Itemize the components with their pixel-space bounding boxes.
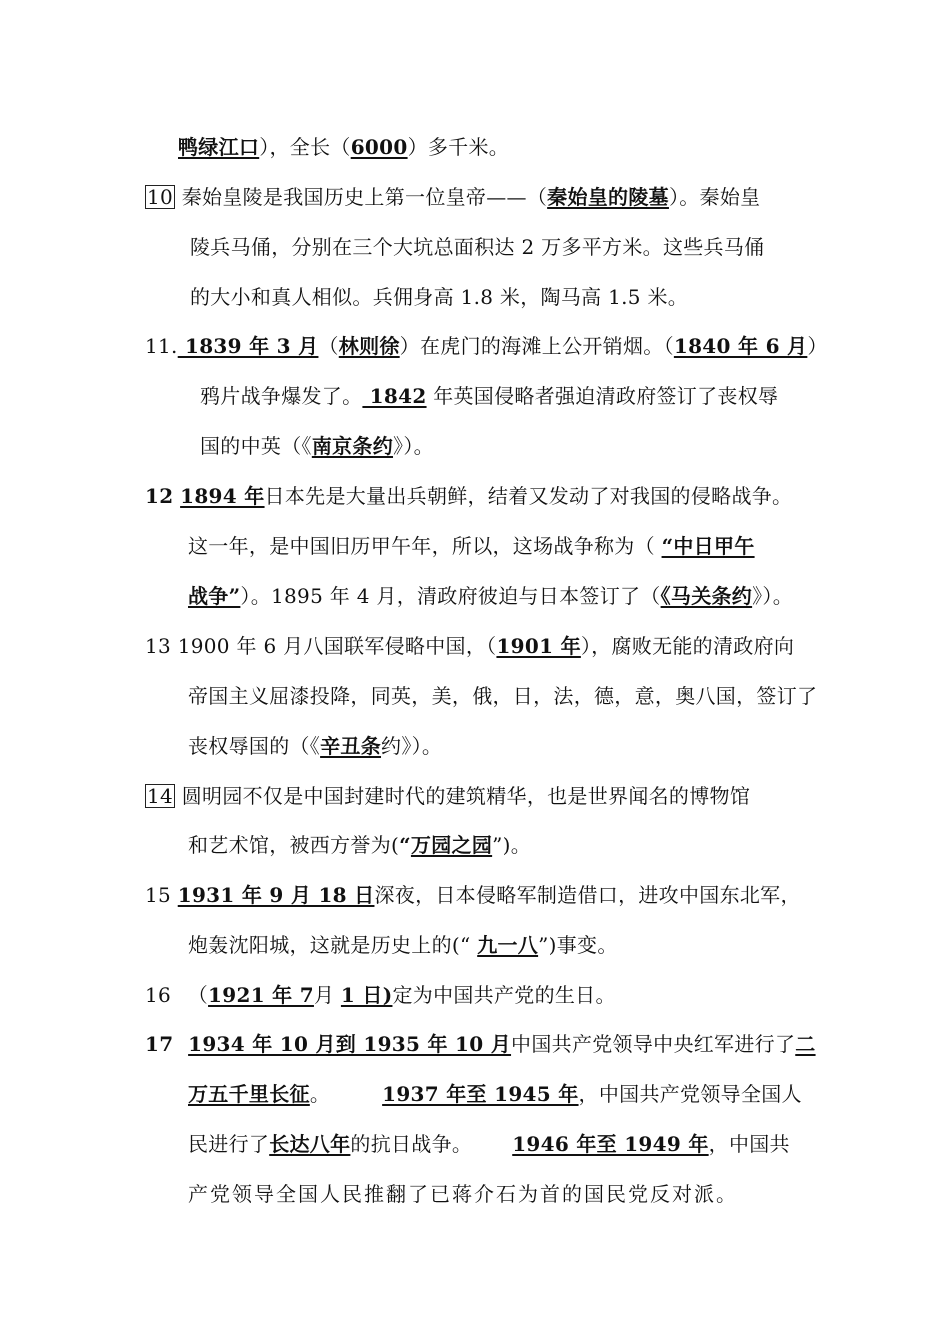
answer-blank: 九一八 xyxy=(477,933,539,957)
answer-blank: 1946 年至 1949 年 xyxy=(512,1132,709,1156)
answer-blank: 二 xyxy=(795,1032,816,1056)
answer-blank: 1921 年 7 xyxy=(208,983,314,1007)
answer-blank: 1 日) xyxy=(340,983,393,1007)
item-11-line-2: 鸦片战争爆发了。 1842 年英国侵略者强迫清政府签订了丧权辱 xyxy=(200,384,779,408)
item-12-line-1: 12 1894 年日本先是大量出兵朝鲜，结着又发动了对我国的侵略战争。 xyxy=(145,484,793,508)
answer-blank: “中日甲午 xyxy=(661,534,755,558)
item-number: 13 xyxy=(145,634,172,658)
item-number: 16 xyxy=(145,983,172,1007)
answer-blank: 1901 年 xyxy=(496,634,581,658)
item-12-line-2: 这一年，是中国旧历甲午年，所以，这场战争称为（ “中日甲午 xyxy=(188,534,755,558)
item-number: 14 xyxy=(147,784,174,808)
item-17-line-3: 民进行了长达八年的抗日战争。 1946 年至 1949 年，中国共 xyxy=(188,1132,790,1156)
item-10-line-1: 10 秦始皇陵是我国历史上第一位皇帝——（秦始皇的陵墓）。秦始皇 xyxy=(147,185,761,209)
answer-blank: 万五千里长征 xyxy=(188,1082,310,1106)
answer-blank: 1937 年至 1945 年 xyxy=(382,1082,579,1106)
answer-blank: 6000 xyxy=(350,135,408,159)
item-10-line-2: 陵兵马俑，分别在三个大坑总面积达 2 万多平方米。这些兵马俑 xyxy=(190,235,765,259)
item-number: 15 xyxy=(145,883,172,907)
answer-blank: 秦始皇的陵墓 xyxy=(547,185,669,209)
answer-blank: 1840 年 6 月 xyxy=(673,334,808,358)
item-14-line-1: 14 圆明园不仅是中国封建时代的建筑精华，也是世界闻名的博物馆 xyxy=(147,784,751,808)
answer-blank: 南京条约 xyxy=(311,434,394,458)
item-number: 17 xyxy=(145,1032,174,1056)
item-11-line-3: 国的中英（《南京条约》）。 xyxy=(200,434,434,458)
answer-blank: 长达八年 xyxy=(269,1132,351,1156)
item-13-line-1: 13 1900 年 6 月八国联军侵略中国，（1901 年），腐败无能的清政府向 xyxy=(145,634,795,658)
item-13-line-3: 丧权辱国的（《辛丑条约》）。 xyxy=(188,734,443,758)
item-17-line-2: 万五千里长征。 1937 年至 1945 年，中国共产党领导全国人 xyxy=(188,1082,802,1106)
answer-blank: 《马关条约 xyxy=(660,584,753,608)
answer-blank: 万园之园 xyxy=(410,833,493,857)
item-number: 12 xyxy=(145,484,174,508)
answer-blank: 1839 年 3 月 xyxy=(177,334,319,358)
item-11-line-1: 11. 1839 年 3 月（林则徐）在虎门的海滩上公开销烟。（1840 年 6 月） xyxy=(145,334,828,358)
answer-blank: 1934 年 10 月到 1935 年 10 月 xyxy=(188,1032,512,1056)
item-17-line-1: 17 1934 年 10 月到 1935 年 10 月中国共产党领导中央红军进行了二 xyxy=(145,1032,816,1056)
item-number: 11. xyxy=(145,334,178,358)
item-10-line-3: 的大小和真人相似。兵佣身高 1.8 米，陶马高 1.5 米。 xyxy=(190,285,689,309)
answer-blank: 林则徐 xyxy=(338,334,400,358)
answer-blank: 1842 xyxy=(362,384,427,408)
answer-blank: 1894 年 xyxy=(180,484,265,508)
item-number: 10 xyxy=(147,185,174,209)
answer-blank: 辛丑条 xyxy=(320,734,382,758)
item-17-line-4: 产党领导全国人民推翻了已蒋介石为首的国民党反对派。 xyxy=(188,1182,738,1206)
item-14-line-2: 和艺术馆，被西方誉为(“万园之园”)。 xyxy=(188,833,532,857)
item-16-line-1: 16 （1921 年 7月 1 日)定为中国共产党的生日。 xyxy=(145,983,616,1007)
answer-blank: 1931 年 9 月 18 日 xyxy=(177,883,375,907)
text-line: 鸭绿江口），全长（6000）多千米。 xyxy=(178,135,510,159)
answer-blank: 鸭绿江口 xyxy=(178,135,260,159)
item-15-line-2: 炮轰沈阳城，这就是历史上的(“ 九一八”)事变。 xyxy=(188,933,618,957)
item-13-line-2: 帝国主义屈漆投降，同英，美，俄，日，法，德，意，奥八国，签订了 xyxy=(188,684,818,708)
item-15-line-1: 15 1931 年 9 月 18 日深夜，日本侵略军制造借口，进攻中国东北军， xyxy=(145,883,801,907)
answer-blank: 战争” xyxy=(188,584,241,608)
item-12-line-3: 战争”）。1895 年 4 月，清政府彼迫与日本签订了（《马关条约》）。 xyxy=(188,584,794,608)
